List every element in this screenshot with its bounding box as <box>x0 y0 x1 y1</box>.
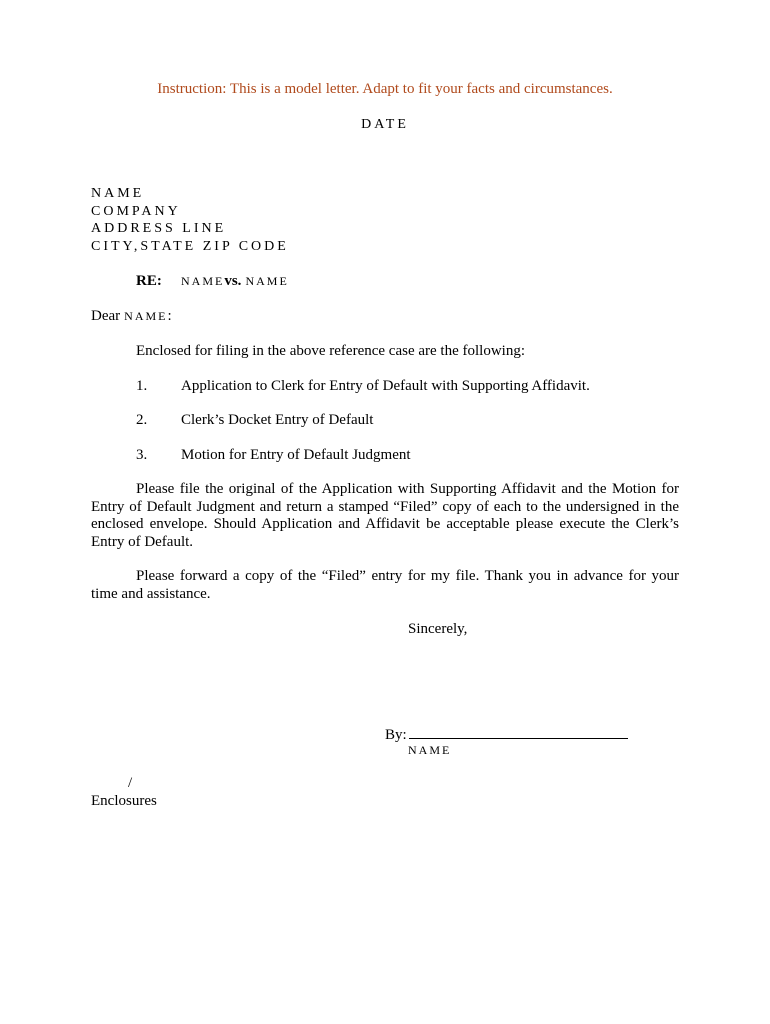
signature-by-label: By: <box>385 727 407 743</box>
re-label: RE: <box>136 273 162 289</box>
letter-date: DATE <box>361 117 409 132</box>
salutation <box>91 307 172 325</box>
recipient-address: ADDRESS LINE <box>91 221 227 236</box>
instruction-note: Instruction: This is a model letter. Adapt to fit your facts and circumstances. <box>157 81 613 97</box>
salutation-dear: Dear <box>91 308 121 324</box>
list-item-number: 1. <box>136 378 148 394</box>
re-vs: vs. <box>224 273 242 289</box>
signature-underline <box>409 724 628 739</box>
recipient-company: COMPANY <box>91 204 181 219</box>
list-item-text: Motion for Entry of Default Judgment <box>181 447 411 463</box>
list-item-number: 2. <box>136 412 148 428</box>
signature-name: NAME <box>408 743 452 757</box>
re-parties <box>181 272 289 290</box>
salutation-colon: : <box>167 308 172 324</box>
recipient-name: NAME <box>91 186 145 201</box>
list-item-text: Clerk’s Docket Entry of Default <box>181 412 374 428</box>
body-paragraph-1: Please file the original of the Application with Supporting Affidavit and the Motion for Entry of Default Judgment and return a stamped “Filed” copy of each to the undersigned in the enclosed envelope. Should Application and Affidavit be acceptable please execute the Clerk’s Entry of Default. <box>91 481 679 550</box>
salutation-name: NAME <box>124 309 168 323</box>
enclosures-label: Enclosures <box>91 793 157 809</box>
re-party-1: NAME <box>181 274 225 288</box>
list-item-text: Application to Clerk for Entry of Default with Supporting Affidavit. <box>181 378 590 394</box>
list-item-number: 3. <box>136 447 148 463</box>
intro-text: Enclosed for filing in the above reference case are the following: <box>136 343 525 359</box>
body-paragraph-2: Please forward a copy of the “Filed” entry for my file. Thank you in advance for your time and assistance. <box>91 568 679 602</box>
re-party-2: NAME <box>245 274 289 288</box>
closing: Sincerely, <box>408 621 468 637</box>
typist-initials: / <box>128 775 133 791</box>
recipient-city: CITY,STATE ZIP CODE <box>91 239 289 254</box>
